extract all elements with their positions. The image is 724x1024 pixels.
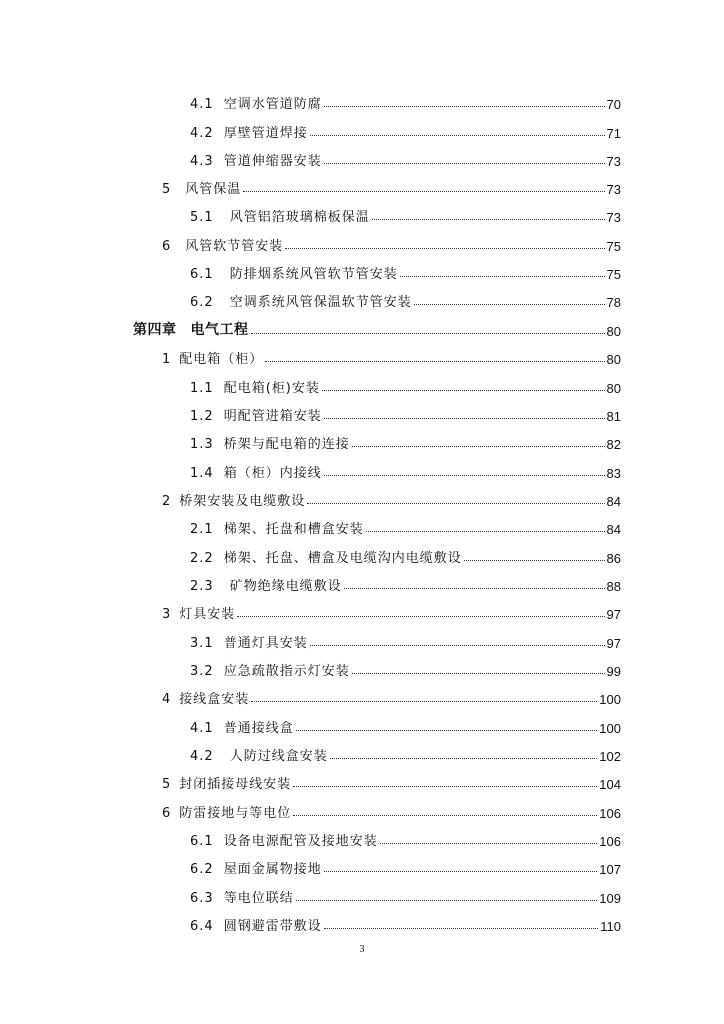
dot-leader bbox=[324, 871, 598, 872]
toc-entry-title: 风管软节管安装 bbox=[185, 239, 284, 254]
toc-entry-page: 99 bbox=[606, 664, 621, 679]
dot-leader bbox=[243, 191, 604, 192]
toc-entry-number: 4 bbox=[162, 692, 172, 707]
dot-leader bbox=[310, 645, 605, 646]
toc-entry-page: 75 bbox=[606, 267, 621, 282]
toc-entry-title: 普通接线盒 bbox=[223, 721, 294, 736]
toc-entry-title: 封闭插接母线安装 bbox=[179, 777, 292, 792]
toc-entry-page: 75 bbox=[606, 239, 621, 254]
dot-leader bbox=[322, 390, 605, 391]
toc-entry-number: 6.1 bbox=[190, 834, 214, 849]
toc-entry[interactable] bbox=[162, 799, 621, 821]
toc-entry-title: 配电箱(柜)安装 bbox=[223, 381, 320, 396]
toc-entry-title: 防雷接地与等电位 bbox=[179, 806, 292, 821]
dot-leader bbox=[324, 475, 605, 476]
toc-entry-title: 应急疏散指示灯安装 bbox=[223, 664, 350, 679]
toc-entry[interactable] bbox=[190, 855, 621, 877]
toc-entry-number: 6.2 bbox=[190, 295, 214, 310]
toc-entry-title: 管道伸缩器安装 bbox=[223, 154, 322, 169]
toc-entry-title: 空调系统风管保温软节管安装 bbox=[229, 295, 412, 310]
toc-entry-title: 明配管进箱安装 bbox=[223, 409, 322, 424]
toc-entry[interactable] bbox=[190, 260, 621, 282]
dot-leader bbox=[372, 219, 605, 220]
dot-leader bbox=[285, 248, 604, 249]
toc-entry-page: 97 bbox=[606, 607, 621, 622]
dot-leader bbox=[237, 616, 604, 617]
toc-entry[interactable] bbox=[190, 714, 621, 736]
toc-entry-page: 78 bbox=[606, 295, 621, 310]
toc-entry-page: 100 bbox=[599, 692, 621, 707]
toc-entry-number: 4.1 bbox=[190, 721, 214, 736]
toc-entry-title: 等电位联结 bbox=[223, 891, 294, 906]
toc-entry-number: 4.3 bbox=[190, 154, 214, 169]
toc-entry-number: 3.1 bbox=[190, 636, 214, 651]
toc-entry[interactable] bbox=[190, 203, 621, 225]
toc-entry-title: 普通灯具安装 bbox=[223, 636, 308, 651]
toc-entry-number: 4.2 bbox=[190, 126, 214, 141]
toc-entry-page: 81 bbox=[606, 409, 621, 424]
toc-entry-page: 86 bbox=[606, 551, 621, 566]
toc-entry[interactable] bbox=[190, 827, 621, 849]
toc-entry-page: 84 bbox=[606, 494, 621, 509]
toc-entry[interactable] bbox=[162, 770, 621, 792]
toc-entry-title: 空调水管道防腐 bbox=[223, 97, 322, 112]
dot-leader bbox=[265, 361, 604, 362]
toc-entry-number: 2.1 bbox=[190, 522, 214, 537]
toc-entry-title: 桥架安装及电缆敷设 bbox=[179, 494, 306, 509]
dot-leader bbox=[324, 163, 605, 164]
toc-entry-number: 5 bbox=[162, 182, 172, 197]
toc-entry-number: 1.3 bbox=[190, 437, 214, 452]
toc-entry[interactable] bbox=[190, 657, 621, 679]
toc-entry-number: 1.4 bbox=[190, 466, 214, 481]
dot-leader bbox=[293, 786, 597, 787]
dot-leader bbox=[310, 135, 605, 136]
toc-entry[interactable] bbox=[162, 175, 621, 197]
toc-entry-number: 6 bbox=[162, 239, 172, 254]
toc-entry-page: 110 bbox=[600, 919, 621, 934]
toc-entry[interactable] bbox=[190, 515, 621, 537]
toc-chapter-entry[interactable] bbox=[133, 317, 621, 339]
toc-entry-page: 82 bbox=[606, 437, 621, 452]
toc-entry-title: 厚壁管道焊接 bbox=[223, 126, 308, 141]
toc-entry-page: 80 bbox=[606, 381, 621, 396]
toc-entry-title: 设备电源配管及接地安装 bbox=[223, 834, 378, 849]
toc-entry-title: 屋面金属物接地 bbox=[223, 862, 322, 877]
toc-entry-page: 80 bbox=[606, 324, 621, 339]
dot-leader bbox=[324, 928, 599, 929]
toc-entry-page: 71 bbox=[606, 126, 621, 141]
toc-entry-title: 防排烟系统风管软节管安装 bbox=[229, 267, 398, 282]
toc-chapter-number: 第四章 bbox=[133, 322, 177, 338]
toc-entry-page: 88 bbox=[606, 579, 621, 594]
toc-entry[interactable] bbox=[190, 430, 621, 452]
toc-entry-page: 73 bbox=[606, 210, 621, 225]
toc-entry-number: 2.3 bbox=[190, 579, 214, 594]
toc-entry-number: 6.3 bbox=[190, 891, 214, 906]
dot-leader bbox=[251, 701, 597, 702]
toc-entry-number: 6 bbox=[162, 806, 172, 821]
toc-entry[interactable] bbox=[190, 90, 621, 112]
toc-entry-number: 6.2 bbox=[190, 862, 214, 877]
toc-entry-title: 圆钢避雷带敷设 bbox=[223, 919, 322, 934]
dot-leader bbox=[380, 843, 598, 844]
toc-entry[interactable] bbox=[162, 600, 621, 622]
toc-entry[interactable] bbox=[190, 402, 621, 424]
toc-entry-number: 4.2 bbox=[190, 749, 214, 764]
dot-leader bbox=[307, 503, 604, 504]
toc-entry[interactable] bbox=[162, 345, 621, 367]
toc-entry-title: 风管铝箔玻璃棉板保温 bbox=[229, 210, 370, 225]
toc-entry-number: 1.1 bbox=[190, 381, 214, 396]
toc-entry[interactable] bbox=[190, 629, 621, 651]
toc-entry-number: 6.1 bbox=[190, 267, 214, 282]
toc-entry[interactable] bbox=[190, 374, 621, 396]
toc-entry-title: 配电箱（柜） bbox=[179, 352, 264, 367]
dot-leader bbox=[366, 531, 605, 532]
toc-entry-title: 风管保温 bbox=[185, 182, 242, 197]
toc-entry-page: 70 bbox=[606, 97, 621, 112]
dot-leader bbox=[414, 304, 605, 305]
toc-entry-title: 桥架与配电箱的连接 bbox=[223, 437, 350, 452]
toc-entry-title: 接线盒安装 bbox=[179, 692, 250, 707]
toc-entry-number: 5.1 bbox=[190, 210, 214, 225]
toc-entry-number: 3.2 bbox=[190, 664, 214, 679]
dot-leader bbox=[344, 588, 605, 589]
toc-entry-number: 6.4 bbox=[190, 919, 214, 934]
toc-entry[interactable] bbox=[190, 912, 621, 934]
toc-entry[interactable] bbox=[190, 544, 621, 566]
toc-entry-page: 106 bbox=[599, 806, 621, 821]
dot-leader bbox=[400, 276, 605, 277]
toc-entry-number: 2 bbox=[162, 494, 172, 509]
toc-entry-number: 1.2 bbox=[190, 409, 214, 424]
toc-entry[interactable] bbox=[162, 232, 621, 254]
toc-entry-title: 箱（柜）内接线 bbox=[223, 466, 322, 481]
toc-entry[interactable] bbox=[190, 288, 621, 310]
toc-entry-page: 84 bbox=[606, 522, 621, 537]
toc-entry-number: 4.1 bbox=[190, 97, 214, 112]
toc-entry[interactable] bbox=[190, 147, 621, 169]
toc-entry[interactable] bbox=[190, 459, 621, 481]
toc-entry-page: 102 bbox=[599, 749, 621, 764]
toc-chapter-title: 电气工程 bbox=[190, 322, 249, 338]
dot-leader bbox=[464, 560, 605, 561]
dot-leader bbox=[296, 730, 598, 731]
toc-entry-page: 104 bbox=[599, 777, 621, 792]
toc-entry-title: 人防过线盒安装 bbox=[229, 749, 328, 764]
dot-leader bbox=[352, 673, 605, 674]
dot-leader bbox=[251, 333, 605, 334]
toc-entry-page: 83 bbox=[606, 466, 621, 481]
toc-entry-number: 5 bbox=[162, 777, 172, 792]
toc-entry-page: 107 bbox=[599, 862, 621, 877]
toc-entry-page: 106 bbox=[599, 834, 621, 849]
dot-leader bbox=[330, 758, 598, 759]
toc-entry-page: 97 bbox=[606, 636, 621, 651]
toc-entry-title: 梯架、托盘和槽盒安装 bbox=[223, 522, 364, 537]
toc-entry-title: 灯具安装 bbox=[179, 607, 236, 622]
dot-leader bbox=[324, 106, 605, 107]
toc-entry[interactable] bbox=[162, 487, 621, 509]
toc-entry-page: 109 bbox=[599, 891, 621, 906]
toc-entry-number: 2.2 bbox=[190, 551, 214, 566]
toc-entry-number: 1 bbox=[162, 352, 172, 367]
dot-leader bbox=[352, 446, 605, 447]
toc-entry-page: 100 bbox=[599, 721, 621, 736]
toc-entry[interactable] bbox=[190, 742, 621, 764]
toc-entry[interactable] bbox=[190, 572, 621, 594]
toc-entry-title: 矿物绝缘电缆敷设 bbox=[229, 579, 342, 594]
toc-entry-page: 73 bbox=[606, 154, 621, 169]
toc-entry-page: 80 bbox=[606, 352, 621, 367]
dot-leader bbox=[293, 815, 597, 816]
toc-entry[interactable] bbox=[190, 884, 621, 906]
toc-entry[interactable] bbox=[190, 119, 621, 141]
dot-leader bbox=[296, 900, 598, 901]
page-number: 3 bbox=[359, 944, 365, 955]
toc-entry-title: 梯架、托盘、槽盒及电缆沟内电缆敷设 bbox=[223, 551, 462, 566]
toc-entry-number: 3 bbox=[162, 607, 172, 622]
toc-entry-page: 73 bbox=[606, 182, 621, 197]
dot-leader bbox=[324, 418, 605, 419]
toc-entry[interactable] bbox=[162, 685, 621, 707]
